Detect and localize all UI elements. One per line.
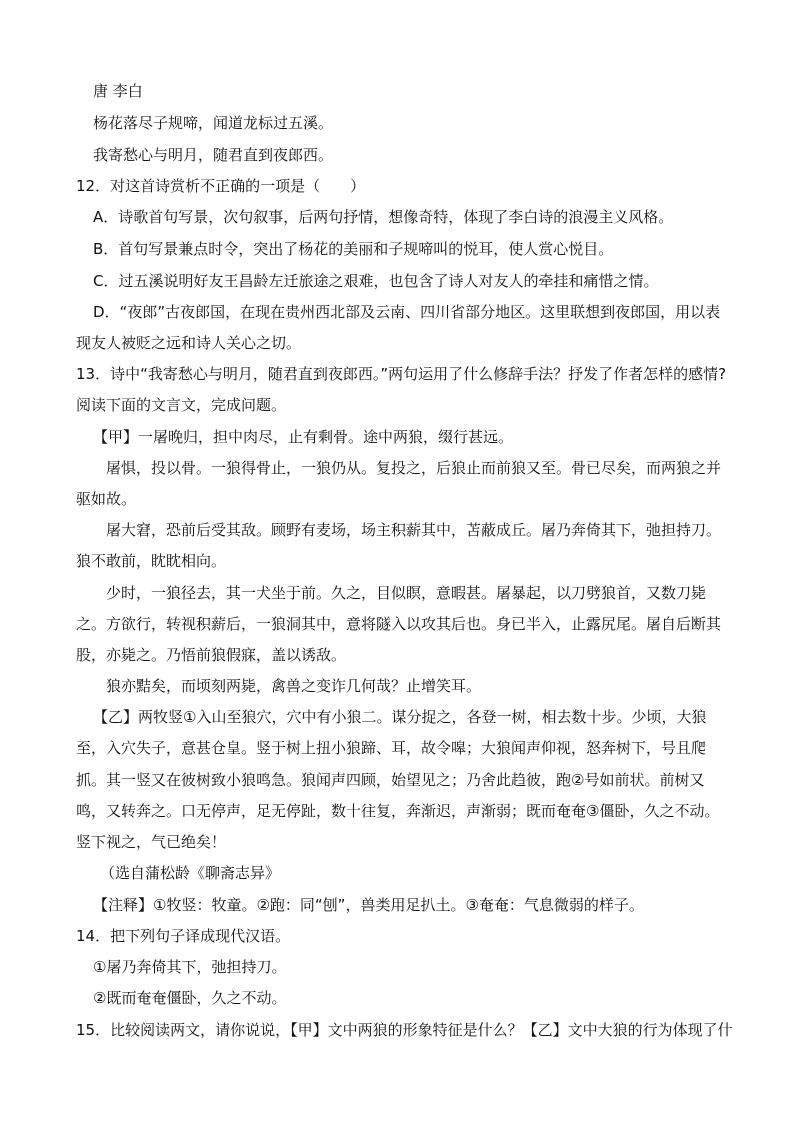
reading-instruction: 阅读下面的文言文，完成问题。	[76, 396, 287, 414]
option-b: B．首句写景兼点时令，突出了杨花的美丽和子规啼叫的悦耳，使人赏心悦目。	[93, 240, 614, 258]
poem-line-2: 我寄愁心与明月，随君直到夜郎西。	[93, 146, 334, 164]
passage-yi-line-1: 【乙】两牧竖①入山至狼穴，穴中有小狼二。谋分捉之，各登一树，相去数十步。少顷，大狼	[93, 708, 707, 726]
passage-jia-para-2-line-1: 屠惧，投以骨。一狼得骨止，一狼仍从。复投之，后狼止而前狼又至。骨已尽矣，而两狼之并	[106, 459, 722, 477]
poem-author: 唐 李白	[93, 82, 143, 100]
question-12: 12．对这首诗赏析不正确的一项是（ ）	[76, 177, 366, 195]
question-13: 13．诗中“我寄愁心与明月，随君直到夜郎西。”两句运用了什么修辞手法？抒发了作者怎样的感情?	[76, 365, 727, 383]
passage-yi-line-5: 竖下视之，气已绝矣！	[76, 833, 227, 851]
question-14-item-1: ①屠乃奔倚其下，弛担持刀。	[93, 958, 287, 976]
option-d-line-1: D．“夜郎”古夜郎国，在现在贵州西北部及云南、四川省部分地区。这里联想到夜郎国，用以表	[93, 303, 721, 321]
passage-jia-para-3-line-2: 狼不敢前，眈眈相向。	[76, 552, 227, 570]
passage-yi-line-2: 至，入穴失子，意甚仓皇。竖于树上扭小狼蹄、耳，故令嗥；大狼闻声仰视，怒奔树下，号且爬	[76, 739, 707, 757]
question-14-item-2: ②既而奄奄僵卧，久之不动。	[93, 989, 287, 1007]
passage-yi-line-3: 抓。其一竖又在彼树致小狼鸣急。狼闻声四顾，始望见之；乃舍此趋彼，跑②号如前状。前树又	[76, 771, 705, 789]
poem-line-1: 杨花落尽子规啼，闻道龙标过五溪。	[93, 114, 334, 132]
annotation-note: 【注释】①牧竖：牧童。②跑：同“刨”，兽类用足扒土。③奄奄：气息微弱的样子。	[93, 896, 644, 914]
option-c: C．过五溪说明好友王昌龄左迁旅途之艰难，也包含了诗人对友人的牵挂和痛惜之情。	[93, 272, 659, 290]
source-note: （选自蒲松龄《聊斋志异》	[100, 864, 281, 882]
passage-jia-para-4-line-1: 少时，一狼径去，其一犬坐于前。久之，目似瞑，意暇甚。屠暴起，以刀劈狼首，又数刀毙	[106, 584, 707, 602]
passage-jia-para-4-line-3: 股，亦毙之。乃悟前狼假寐，盖以诱敌。	[76, 646, 347, 664]
passage-yi-line-4: 鸣，又转奔之。口无停声，足无停趾，数十往复，奔渐迟，声渐弱；既而奄奄③僵卧，久之不动。	[76, 802, 720, 820]
option-a: A．诗歌首句写景，次句叙事，后两句抒情，想像奇特，体现了李白诗的浪漫主义风格。	[93, 208, 674, 226]
question-15: 15．比较阅读两文，请你说说，【甲】文中两狼的形象特征是什么？【乙】文中大狼的行为体现了什	[76, 1021, 733, 1039]
passage-jia-para-2-line-2: 驱如故。	[76, 490, 137, 508]
passage-jia-para-4-line-2: 之。方欲行，转视积薪后，一狼洞其中，意将隧入以攻其后也。身已半入，止露尻尾。屠自后断其	[76, 615, 722, 633]
passage-jia-para-1: 【甲】一屠晚归，担中肉尽，止有剩骨。途中两狼，缀行甚远。	[93, 428, 514, 446]
option-d-line-2: 现友人被贬之远和诗人关心之切。	[76, 334, 302, 352]
passage-jia-para-5: 狼亦黠矣，而顷刻两毙，禽兽之变诈几何哉？止增笑耳。	[106, 677, 482, 695]
question-14: 14．把下列句子译成现代汉语。	[76, 927, 291, 945]
passage-jia-para-3-line-1: 屠大窘，恐前后受其敌。顾野有麦场，场主积薪其中，苫蔽成丘。屠乃奔倚其下，弛担持刀。	[106, 521, 722, 539]
